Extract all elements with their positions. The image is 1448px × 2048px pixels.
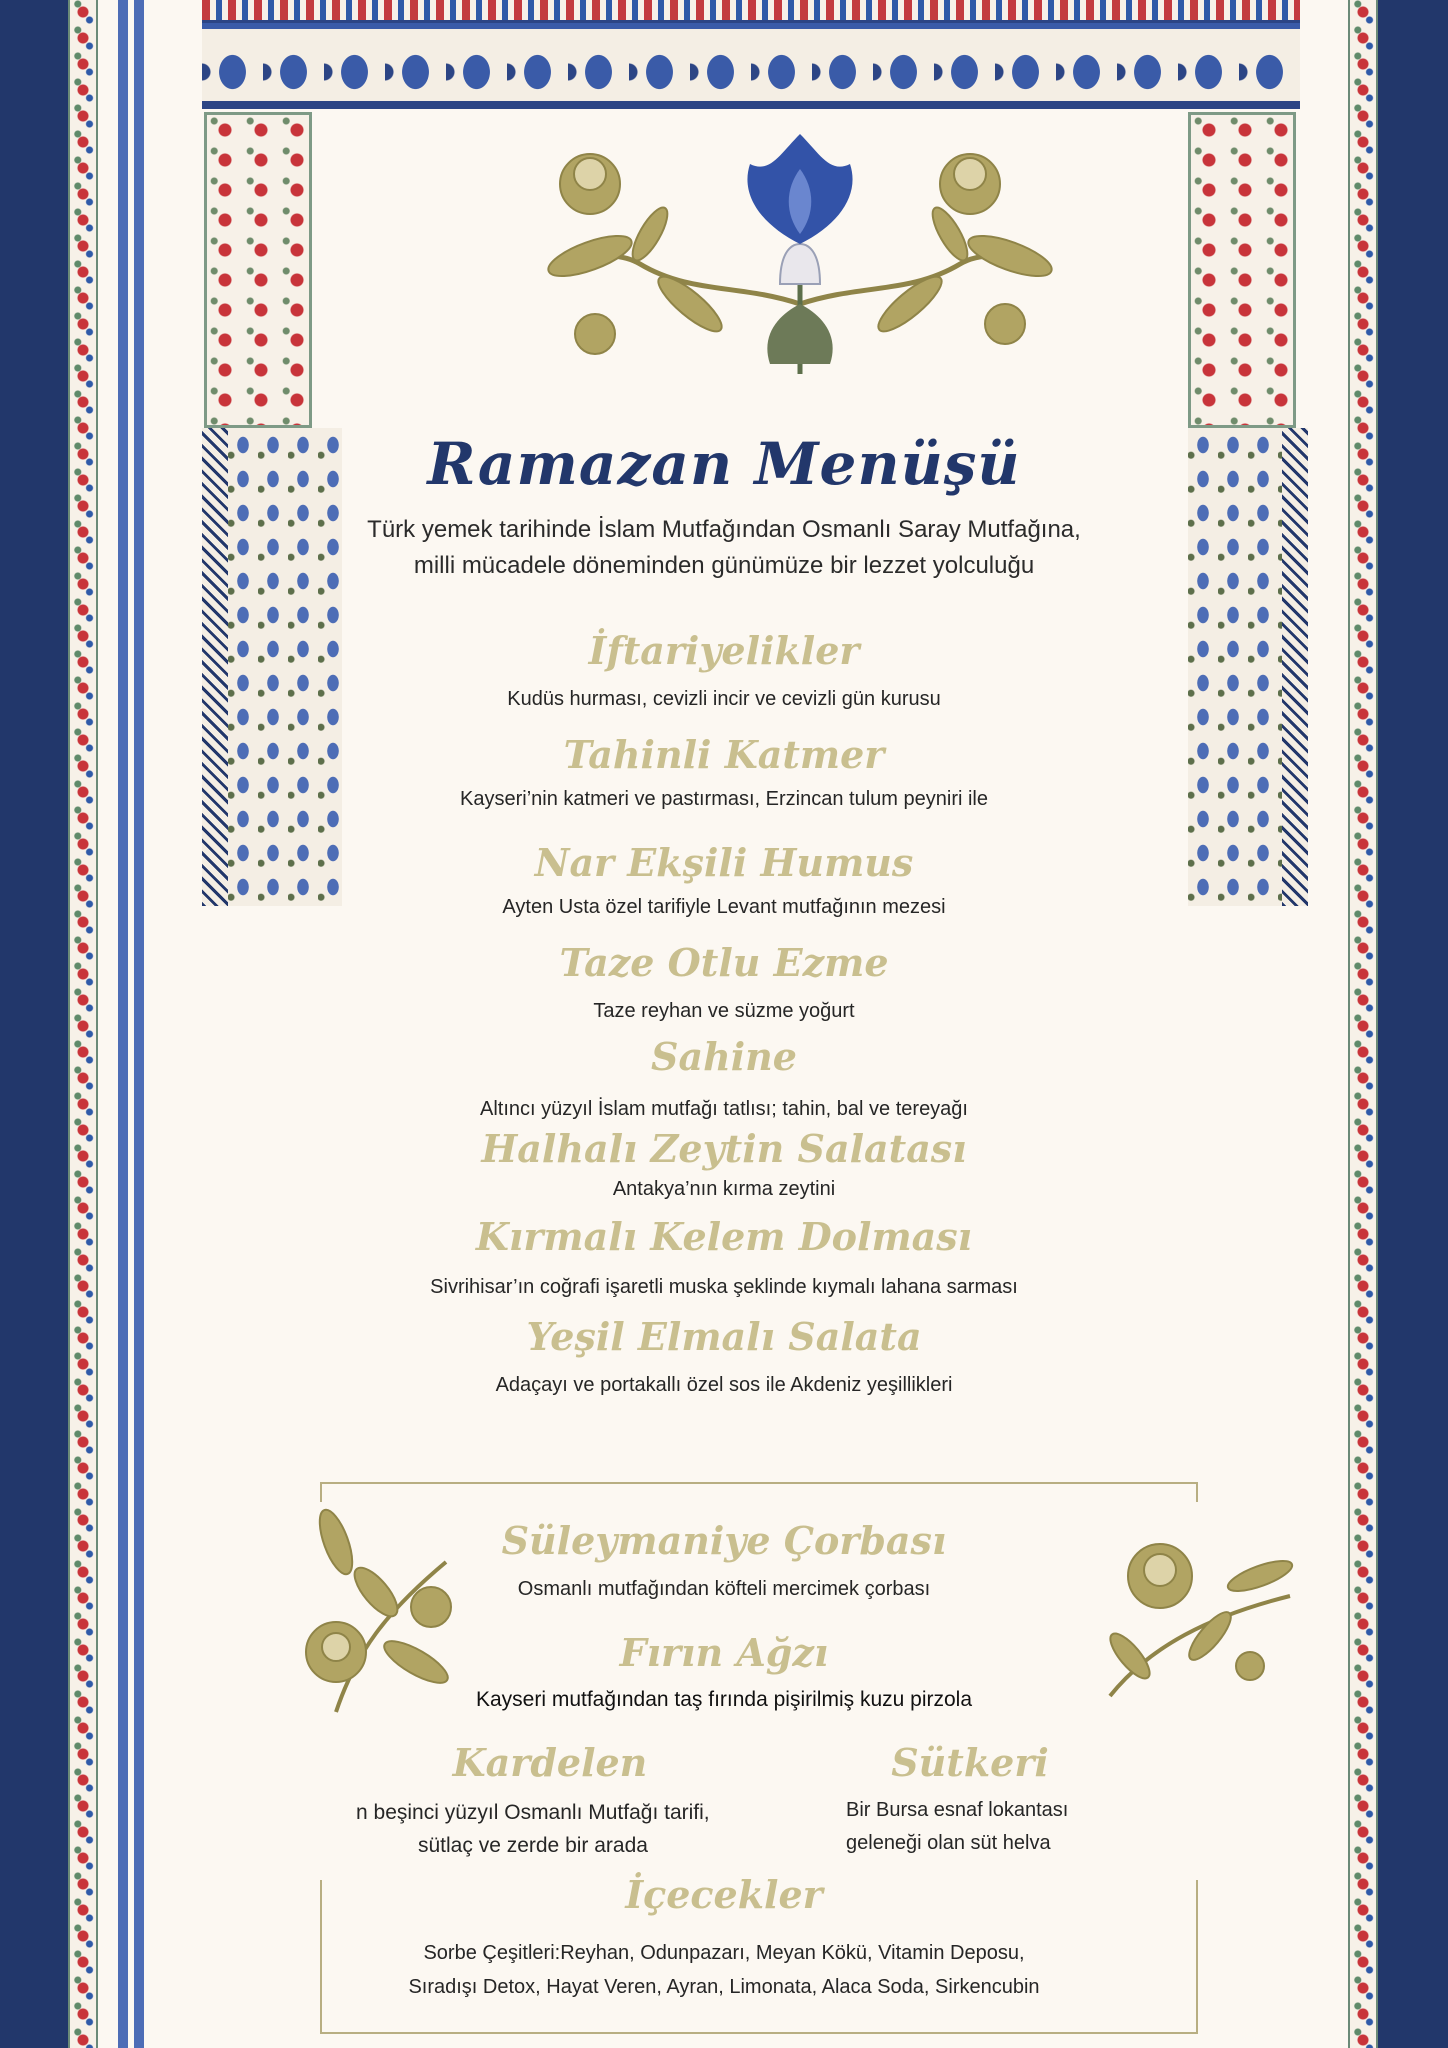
soup-description: Osmanlı mutfağından köfteli mercimek çorbası bbox=[517, 1578, 931, 1600]
left-navy-border bbox=[0, 0, 68, 2048]
soup-title: Süleymaniye Çorbası bbox=[501, 1518, 947, 1563]
dish-description: Antakya’nın kırma zeytini bbox=[612, 1178, 836, 1200]
drinks-line-1: Sorbe Çeşitleri:Reyhan, Odunpazarı, Meyan Kökü, Vitamin Deposu, bbox=[423, 1942, 1025, 1964]
left-blue-stripe-2 bbox=[134, 0, 144, 2048]
dish-description: Sivrihisar’ın coğrafi işaretli muska şeklinde kıymalı lahana sarması bbox=[430, 1276, 1018, 1298]
menu-subtitle bbox=[0, 512, 1448, 584]
dessert-left-line-2: sütlaç ve zerde bir arada bbox=[418, 1834, 648, 1857]
dessert-right-line-2: geleneği olan süt helva bbox=[846, 1832, 1051, 1854]
lower-frame-bottom-line bbox=[320, 2032, 1198, 2034]
left-floral-border bbox=[68, 0, 98, 2048]
dish-description: Taze reyhan ve süzme yoğurt bbox=[593, 1000, 855, 1022]
dish-title: Taze Otlu Ezme bbox=[559, 940, 889, 985]
dish-title: Nar Ekşili Humus bbox=[534, 840, 914, 885]
subtitle-line-2: milli mücadele döneminden günümüze bir lezzet yolculuğu bbox=[413, 552, 1035, 579]
right-red-floral-panel bbox=[1188, 112, 1296, 428]
right-floral-border bbox=[1348, 0, 1378, 2048]
dessert-right-description bbox=[846, 1794, 1092, 1860]
top-red-tile-band bbox=[202, 0, 1300, 23]
lower-frame-right-tick bbox=[1196, 1482, 1198, 1502]
dish-title: İftariyelikler bbox=[588, 628, 860, 673]
lower-frame-top-line bbox=[320, 1482, 1198, 1484]
dish-title: Kırmalı Kelem Dolması bbox=[475, 1214, 973, 1259]
dessert-right-line-1: Bir Bursa esnaf lokantası bbox=[846, 1799, 1069, 1821]
dish-title: Sahine bbox=[651, 1034, 797, 1079]
subtitle-line-1: Türk yemek tarihinde İslam Mutfağından Osmanlı Saray Mutfağına, bbox=[367, 516, 1081, 543]
dessert-left-description bbox=[356, 1796, 776, 1862]
top-blue-tile-band bbox=[202, 23, 1300, 109]
drinks-line-2: Sıradışı Detox, Hayat Veren, Ayran, Limonata, Alaca Soda, Sirkencubin bbox=[408, 1976, 1040, 1998]
left-blue-stripe bbox=[118, 0, 128, 2048]
dish-title: Halhalı Zeytin Salatası bbox=[481, 1126, 967, 1171]
dish-description: Altıncı yüzyıl İslam mutfağı tatlısı; tahin, bal ve tereyağı bbox=[480, 1098, 968, 1120]
dessert-left-title: Kardelen bbox=[452, 1740, 648, 1785]
dish-description: Adaçayı ve portakallı özel sos ile Akdeniz yeşillikleri bbox=[495, 1374, 953, 1396]
right-navy-border bbox=[1378, 0, 1448, 2048]
drinks-title: İçecekler bbox=[625, 1872, 823, 1917]
drinks-description bbox=[0, 1936, 1448, 2004]
dish-title: Tahinli Katmer bbox=[563, 732, 885, 777]
dessert-right-title: Sütkeri bbox=[891, 1740, 1049, 1785]
dish-description: Kudüs hurması, cevizli incir ve cevizli gün kurusu bbox=[507, 688, 941, 710]
main-course-title: Fırın Ağzı bbox=[619, 1630, 829, 1675]
dish-description: Ayten Usta özel tarifiyle Levant mutfağının mezesi bbox=[502, 896, 946, 918]
dessert-left-line-1: n beşinci yüzyıl Osmanlı Mutfağı tarifi, bbox=[356, 1801, 710, 1824]
main-course-description: Kayseri mutfağından taş fırında pişirilmiş kuzu pirzola bbox=[475, 1688, 973, 1711]
top-floral-ornament bbox=[440, 134, 1160, 384]
left-red-floral-panel bbox=[204, 112, 312, 428]
dish-description: Kayseri’nin katmeri ve pastırması, Erzincan tulum peyniri ile bbox=[460, 788, 988, 810]
dish-title: Yeşil Elmalı Salata bbox=[526, 1314, 922, 1359]
lower-frame-left-tick bbox=[320, 1482, 322, 1502]
menu-title: Ramazan Menüşü bbox=[427, 430, 1021, 498]
